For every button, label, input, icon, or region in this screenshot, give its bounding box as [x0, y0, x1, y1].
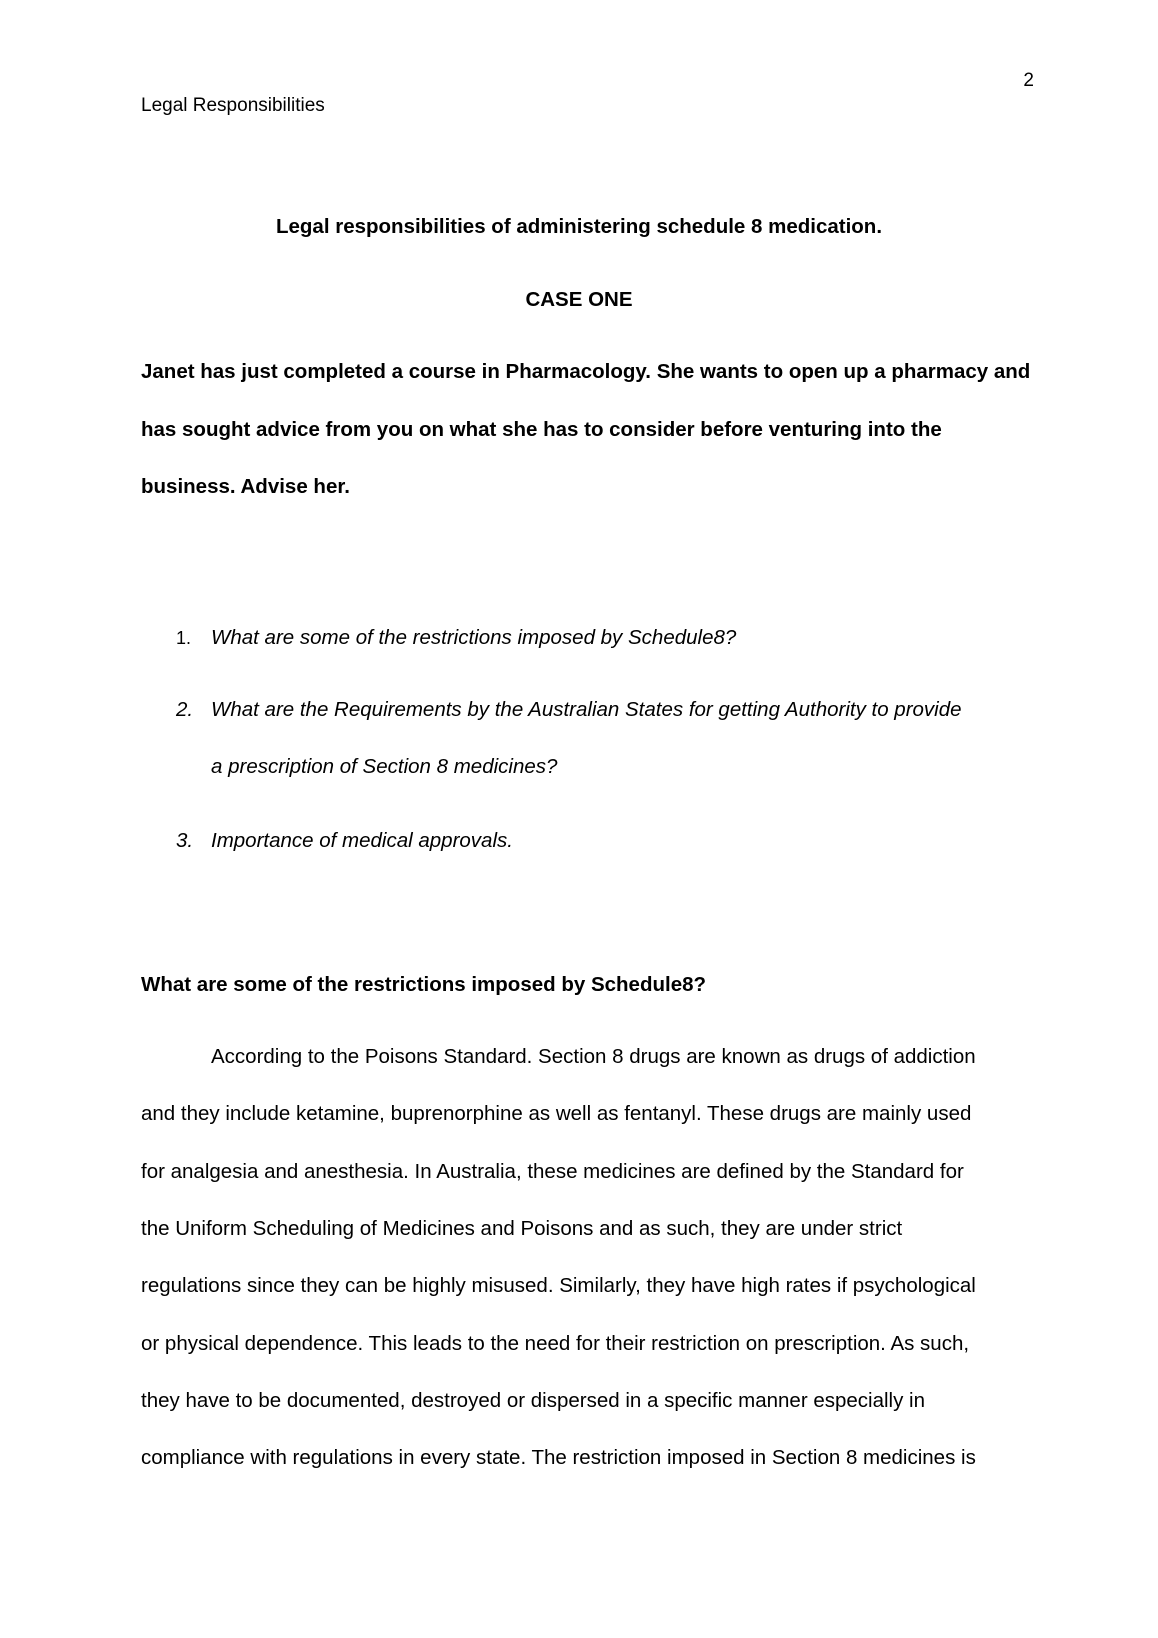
- question-text: What are some of the restrictions imposed by Schedule8?: [211, 626, 737, 649]
- page-number: 2: [1023, 70, 1034, 91]
- question-text-continuation: a prescription of Section 8 medicines?: [211, 755, 558, 778]
- section-heading: What are some of the restrictions imposed by Schedule8?: [141, 973, 707, 996]
- document-title: Legal responsibilities of administering schedule 8 medication.: [275, 215, 883, 238]
- body-line: or physical dependence. This leads to the need for their restriction on prescription. As such,: [141, 1332, 970, 1355]
- body-line: the Uniform Scheduling of Medicines and Poisons and as such, they are under strict: [141, 1217, 903, 1240]
- question-text: What are the Requirements by the Australian States for getting Authority to provide: [211, 698, 962, 721]
- question-number: 3.: [176, 829, 194, 852]
- case-prompt-line: business. Advise her.: [141, 475, 350, 498]
- body-line: compliance with regulations in every state. The restriction imposed in Section 8 medicines is: [141, 1446, 976, 1469]
- running-head: Legal Responsibilities: [141, 95, 325, 116]
- body-line: and they include ketamine, buprenorphine as well as fentanyl. These drugs are mainly used: [141, 1102, 972, 1125]
- case-prompt-line: Janet has just completed a course in Pharmacology. She wants to open up a pharmacy and: [141, 360, 1031, 383]
- case-label: CASE ONE: [525, 288, 633, 311]
- question-number: 1.: [176, 628, 192, 648]
- body-line: According to the Poisons Standard. Section 8 drugs are known as drugs of addiction: [211, 1045, 976, 1068]
- body-line: they have to be documented, destroyed or dispersed in a specific manner especially in: [141, 1389, 926, 1412]
- question-text: Importance of medical approvals.: [211, 829, 513, 852]
- question-number: 2.: [176, 698, 194, 721]
- body-line: for analgesia and anesthesia. In Australia, these medicines are defined by the Standard for: [141, 1160, 964, 1183]
- case-prompt-line: has sought advice from you on what she has to consider before venturing into the: [141, 418, 942, 441]
- body-line: regulations since they can be highly misused. Similarly, they have high rates if psychological: [141, 1274, 976, 1297]
